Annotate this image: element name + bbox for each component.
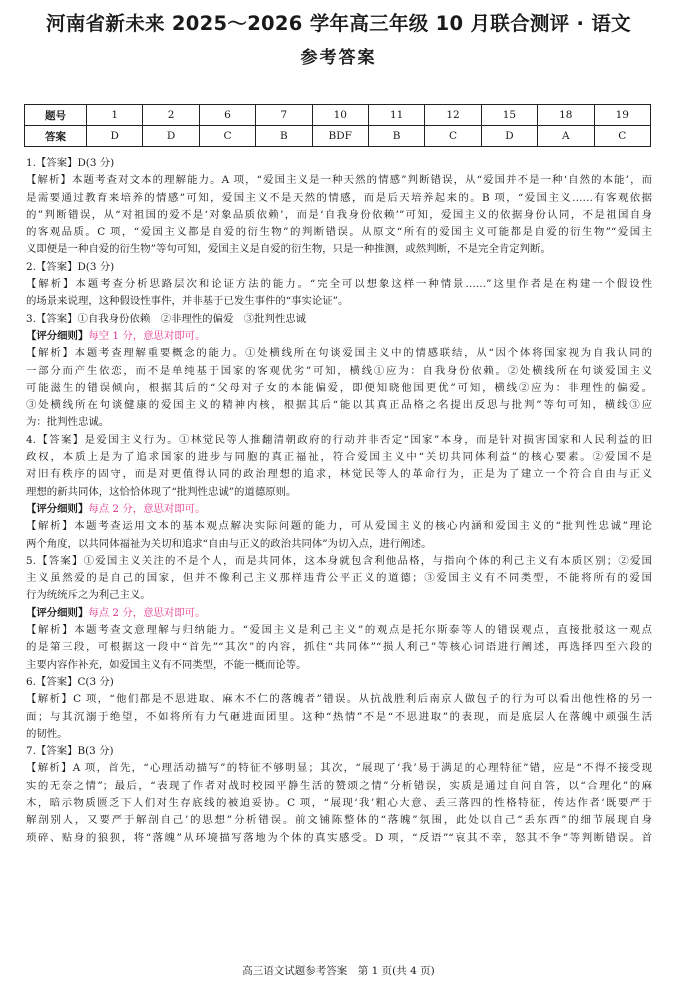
analysis-line: 【解析】本题考查对文本的理解能力。A 项，“爱国主义是一种天然的情感”判断错误，从“爱国并不是一种‘自然的本能’，而 <box>26 174 652 187</box>
analysis-line: 解剖别人，又要严于解剖自己’的思想”分析错误。前文铺陈整体的“落魄”氛围，此处以自己“丢东西”的细节展现自身 <box>26 814 652 827</box>
analysis-line: 实的无奈之情”；最后，“表现了作者对战时校园平静生活的赞颂之情”分析错误，实质是通过自问自答，以“合理化”的麻 <box>26 779 652 792</box>
question-answer-line: 3.【答案】①自我身份依赖 ②非理性的偏爱 ③批判性忠诚 <box>26 312 307 325</box>
analysis-line: 为：批判性忠诚。 <box>26 416 110 429</box>
analysis-line: 是需要通过教育来培养的情感”可知，爱国主义不是天然的情感，而是后天培养起来的。B 项，“爱国主义……有客观依据 <box>26 191 652 204</box>
answer-line: 主义虽然爱的是自己的国家，但并不像利己主义那样违背公平正义的道德；③爱国主义有不同类型，不能将所有的爱国 <box>26 572 652 585</box>
answer-line: 政权，本质上是为了追求国家的进步与同胞的真正福祉，符合爱国主义中“关切共同体利益”的核心要素。②爱国不是 <box>26 451 652 464</box>
answer-line: 4.【答案】是爱国主义行为。①林觉民等人推翻清朝政府的行动并非否定“国家”本身，而是针对损害国家和人民利益的旧 <box>26 433 652 446</box>
page-footer: 高三语文试题参考答案 第 1 页(共 4 页) <box>242 965 435 977</box>
scoring-rule: 每空 1 分，意思对即可。 <box>88 329 206 342</box>
answer-cell: C <box>594 126 650 147</box>
document-subtitle: 参考答案 <box>300 48 377 68</box>
answer-cell: C <box>199 126 255 147</box>
analysis-line: 义即便是一种自爱的衍生物”等句可知，爱国主义是自爱的衍生物，只是一种推测，或然判断，不是完全肯定判断。 <box>26 243 551 256</box>
question-number-cell: 10 <box>312 105 368 126</box>
question-answer-line: 7.【答案】B(3 分) <box>26 745 114 758</box>
answer-cell: D <box>481 126 537 147</box>
analysis-line: 两个角度，以共同体福祉为关切和追求“自由与正义的政治共同体”为切入点，进行阐述。 <box>26 537 432 550</box>
answer-line: 对旧有秩序的固守，而是对更值得认同的政治理想的追求，林觉民等人的革命行为，正是为了建立一个符合自由与正义 <box>26 468 652 481</box>
question-number-cell: 12 <box>425 105 481 126</box>
answer-line: 行为统统斥之为利己主义。 <box>26 589 151 602</box>
question-number-cell: 2 <box>143 105 199 126</box>
answer-cell: B <box>256 126 312 147</box>
analysis-line: 【解析】本题考查文意理解与归纳能力。“爱国主义是利己主义”的观点是托尔斯泰等人的错误观点，直接批驳这一观点 <box>26 624 652 637</box>
question-number-cell: 11 <box>368 105 424 126</box>
question-answer-line: 1.【答案】D(3 分) <box>26 157 115 169</box>
answer-cell: D <box>143 126 199 147</box>
answer-cell: BDF <box>312 126 368 147</box>
scoring-rule: 每点 2 分，意思对即可。 <box>88 502 206 515</box>
analysis-line: 主要内容作补充，如爱国主义有不同类型，不能一概而论等。 <box>26 658 307 671</box>
analysis-line: 一部分而产生依恋，而不是单纯基于国家的客观优劣”可知，横线①应为：自我身份依赖。②处横线所在句谈爱国主义 <box>26 364 652 377</box>
answer-table <box>24 104 651 147</box>
question-number-cell: 18 <box>538 105 594 126</box>
analysis-line: 的客观品质。C 项，“爱国主义都是自爱的衍生物”的判断错误。从原文“所有的爱国主义可能都是自爱的衍生物”“爱国主 <box>26 226 652 239</box>
scoring-line <box>26 328 652 345</box>
analysis-line: 的”判断错误，从“对祖国的爱不是‘对象品质依赖’，而是‘自我身份依赖’”可知，爱国主义的依据身份认同，不是祖国自身 <box>26 208 652 221</box>
question-number-cell: 15 <box>481 105 537 126</box>
row-label-number: 题号 <box>25 105 87 126</box>
analysis-line: 的场景来说理，这种假设性事件，并非基于已发生事件的“事实论证”。 <box>26 295 349 308</box>
question-number-row <box>25 105 651 126</box>
analysis-line: 【解析】A 项，首先，“心理活动描写”的特征不够明显；其次，“展现了‘我’易于满足的心理特征”错，应是“不得不接受现 <box>26 762 652 775</box>
answer-cell: A <box>538 126 594 147</box>
answer-line: 理想的新共同体，这恰恰体现了“批判性忠诚”的道德原则。 <box>26 485 297 498</box>
analysis-line: 可能滋生的错误倾向，根据其后的“父母对子女的本能偏爱，即便知晓他国更优”可知，横线②应为：非理性的偏爱。 <box>26 381 652 394</box>
scoring-rule: 每点 2 分，意思对即可。 <box>88 606 206 619</box>
question-number-cell: 1 <box>87 105 143 126</box>
analysis-line: ③处横线所在句谈健康的爱国主义的精神内核，根据其后“能以其真正品格之名提出反思与批判”等句可知，横线③应 <box>26 399 652 412</box>
analysis-line: 的韧性。 <box>26 727 68 740</box>
scoring-tag: 【评分细则】 <box>26 329 89 342</box>
analysis-line: 面；与其沉溺于绝望，不如将所有力气砸进面团里。这种“热情”不是“不思进取”的表现，而是底层人在落魄中顽强生活 <box>26 710 652 723</box>
answer-cell: D <box>87 126 143 147</box>
document-title: 河南省新未来 2025～2026 学年高三年级 10 月联合测评 · 语文 <box>46 12 631 35</box>
question-number-cell: 19 <box>594 105 650 126</box>
analysis-line: 【解析】本题考查理解重要概念的能力。①处横线所在句谈爱国主义中的情感联结，从“因个体将国家视为自我认同的 <box>26 347 652 360</box>
analysis-line: 【解析】本题考查分析思路层次和论证方法的能力。“完全可以想象这样一种情景……”这里作者是在构建一个假设性 <box>26 278 652 291</box>
answer-line: 5.【答案】①爱国主义关注的不是个人，而是共同体，这本身就包含利他品格，与指向个体的利己主义有本质区别；②爱国 <box>26 554 652 567</box>
question-number-cell: 6 <box>199 105 255 126</box>
answer-cell: B <box>368 126 424 147</box>
analysis-line: 木，暗示物质匮乏下人们对生存底线的被迫妥协。C 项，“展现‘我’粗心大意、丢三落四的性格特征，传达作者‘既要严于 <box>26 796 652 809</box>
question-answer-line: 6.【答案】C(3 分) <box>26 675 114 688</box>
scoring-tag: 【评分细则】 <box>26 606 89 619</box>
analysis-line: 【解析】C 项，“他们都是不思进取、麻木不仁的落魄者”错误。从抗战胜利后南京人做包子的行为可以看出他性格的另一 <box>26 693 652 706</box>
analysis-line: 【解析】本题考查运用文本的基本观点解决实际问题的能力，可从爱国主义的核心内涵和爱国主义的“批判性忠诚”理论 <box>26 520 652 533</box>
row-label-answer: 答案 <box>25 126 87 147</box>
analysis-line: 琐碎、贴身的狼狈，将“落魄”从环境描写落地为个体的真实感受。D 项，“反语”“哀其不幸，怒其不争”等判断错误。首 <box>26 831 652 844</box>
analysis-line: 的是第三段，可根据这一段中“首先”“其次”的内容，抓住“共同体”“损人利己”等核心词语进行阐述，再选择四至六段的 <box>26 641 652 654</box>
answer-row <box>25 126 651 147</box>
answer-body <box>26 155 652 847</box>
question-answer-line: 2.【答案】D(3 分) <box>26 260 115 273</box>
scoring-tag: 【评分细则】 <box>26 502 89 515</box>
answer-cell: C <box>425 126 481 147</box>
question-number-cell: 7 <box>256 105 312 126</box>
scoring-line <box>26 501 652 518</box>
scoring-line <box>26 605 652 622</box>
